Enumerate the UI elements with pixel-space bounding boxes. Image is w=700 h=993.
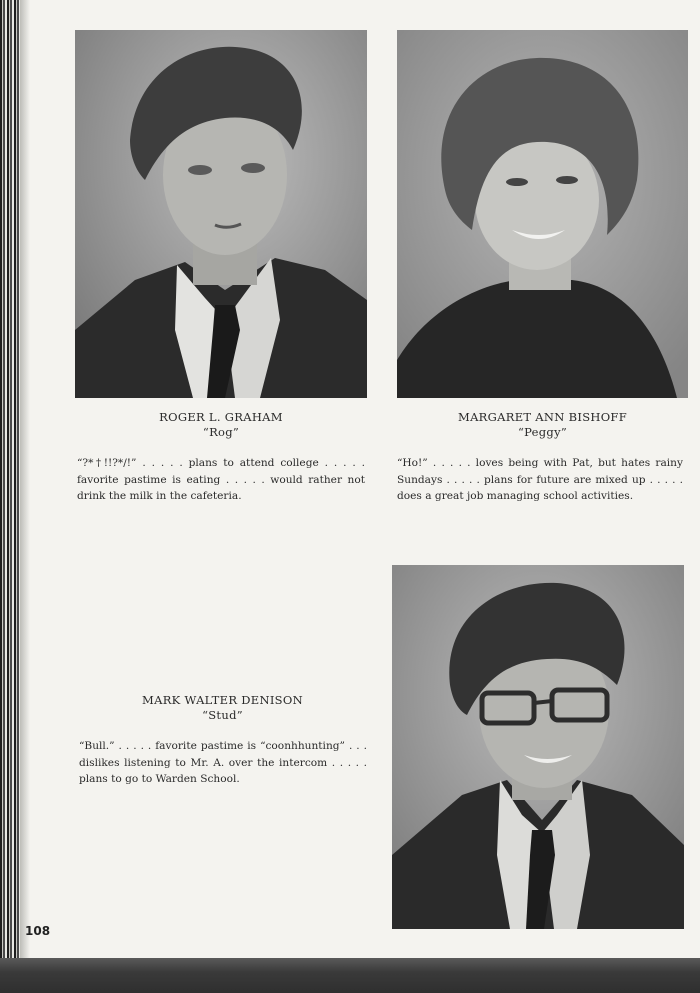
student-nickname: “Rog” (202, 425, 240, 439)
portrait-roger-graham (75, 30, 367, 398)
portrait-mark-denison (392, 565, 684, 929)
portrait-margaret-bishoff (397, 30, 688, 398)
student-name-text: MARK WALTER DENISON (142, 693, 303, 707)
student-bio-roger: “?*†!!?*/!” . . . . . plans to attend college . . . . . favorite pastime is eating . . . . . would rather not drink the milk in the cafeteria. (77, 457, 365, 502)
student-name-mark (75, 693, 370, 723)
student-nickname: “Stud” (202, 708, 243, 722)
page-number: 108 (25, 924, 51, 938)
student-name-margaret (397, 410, 688, 440)
binding-shadow (20, 0, 30, 993)
student-name-text: MARGARET ANN BISHOFF (458, 410, 627, 424)
book-binding-edge (0, 0, 20, 993)
student-name-text: ROGER L. GRAHAM (159, 410, 283, 424)
student-bio-mark: “Bull.” . . . . . favorite pastime is “coonhhunting” . . . dislikes listening to Mr. A. over the intercom . . . . . plans to go to Warden School. (79, 740, 367, 785)
student-bio-margaret: “Ho!” . . . . . loves being with Pat, but hates rainy Sundays . . . . . plans for future are mixed up . . . . . does a great job managing school activities. (397, 457, 683, 502)
student-name-roger (75, 410, 367, 440)
scan-bottom-edge (0, 958, 700, 993)
student-nickname: “Peggy” (517, 425, 568, 439)
